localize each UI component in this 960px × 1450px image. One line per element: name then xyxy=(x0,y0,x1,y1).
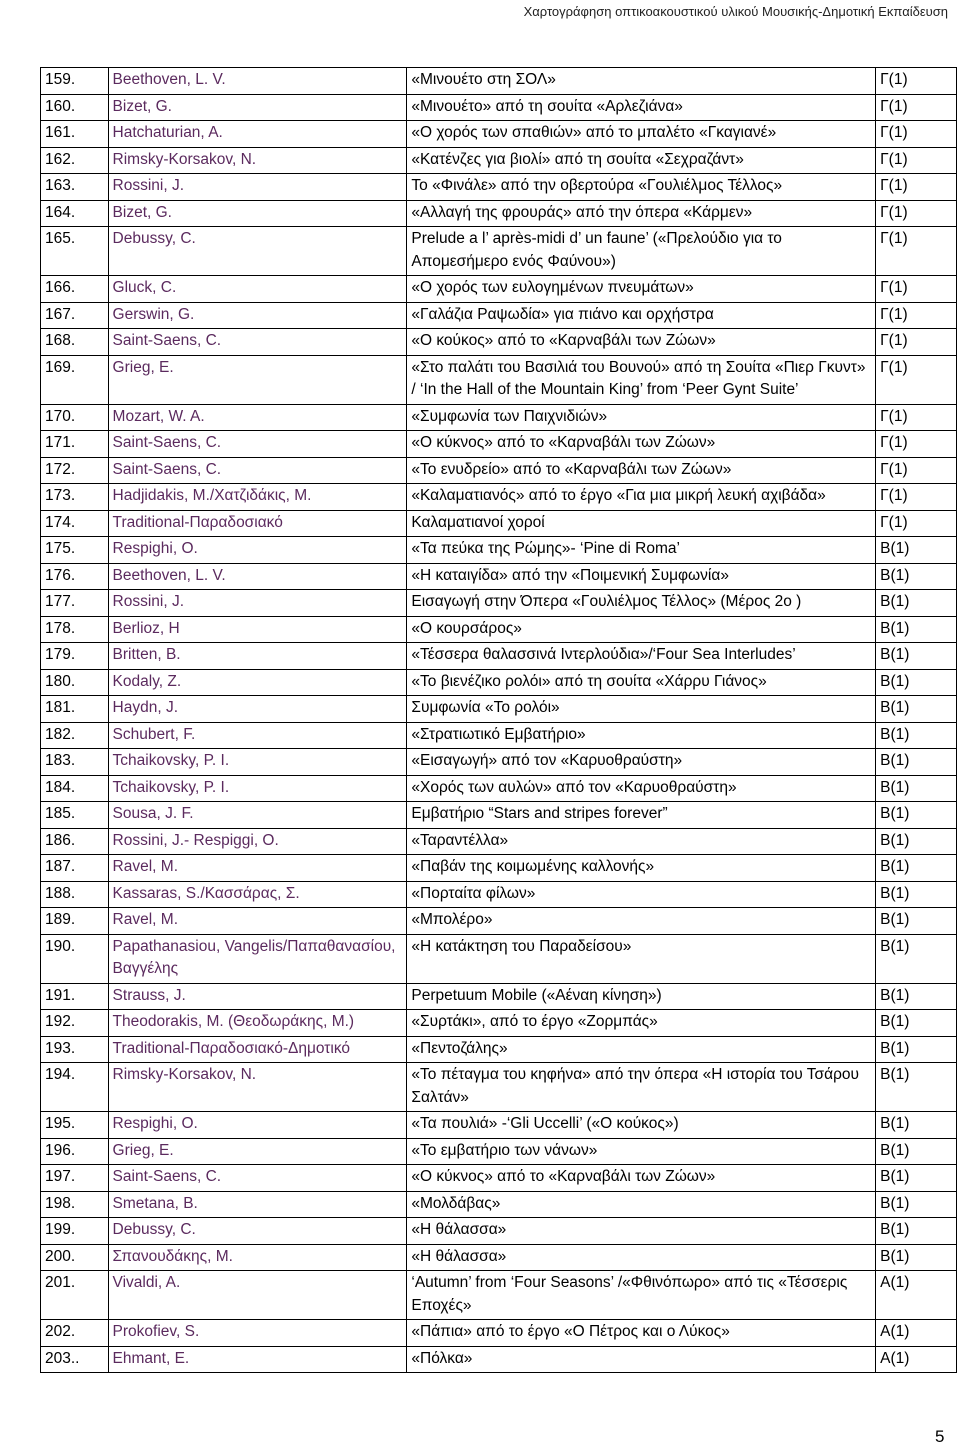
work-title-cell: «Η κατάκτηση του Παραδείσου» xyxy=(407,934,876,983)
work-title-cell: «Η θάλασσα» xyxy=(407,1218,876,1245)
grade-cell: Β(1) xyxy=(876,908,957,935)
grade-cell: Β(1) xyxy=(876,696,957,723)
table-row xyxy=(41,616,957,643)
composer-cell: Kassaras, S./Κασσάρας, Σ. xyxy=(108,881,407,908)
composer-cell: Debussy, C. xyxy=(108,1218,407,1245)
grade-cell: Β(1) xyxy=(876,722,957,749)
work-title-cell: «Συρτάκι», από το έργο «Ζορμπάς» xyxy=(407,1010,876,1037)
row-number: 199. xyxy=(41,1218,109,1245)
composer-cell: Grieg, E. xyxy=(108,1138,407,1165)
composer-cell: Britten, B. xyxy=(108,643,407,670)
row-number: 167. xyxy=(41,302,109,329)
work-title-cell: «Κατένζες για βιολί» από τη σουίτα «Σεχραζάντ» xyxy=(407,147,876,174)
work-title-cell: «Το ενυδρείο» από το «Καρναβάλι των Ζώων» xyxy=(407,457,876,484)
row-number: 184. xyxy=(41,775,109,802)
work-title-cell: «Παβάν της κοιμωμένης καλλονής» xyxy=(407,855,876,882)
table-row xyxy=(41,802,957,829)
row-number: 170. xyxy=(41,404,109,431)
composer-cell: Σπανουδάκης, Μ. xyxy=(108,1244,407,1271)
row-number: 192. xyxy=(41,1010,109,1037)
work-title-cell: «Πορταίτα φίλων» xyxy=(407,881,876,908)
grade-cell: Γ(1) xyxy=(876,174,957,201)
grade-cell: Γ(1) xyxy=(876,200,957,227)
table-row xyxy=(41,775,957,802)
work-title-cell: «Μινουέτο στη ΣΟΛ» xyxy=(407,68,876,95)
work-title-cell: Prelude a l’ après-midi d’ un faune’ («Πρελούδιο για το Απομεσήμερο ενός Φαύνου») xyxy=(407,227,876,276)
composer-cell: Rimsky-Korsakov, N. xyxy=(108,1063,407,1112)
row-number: 175. xyxy=(41,537,109,564)
table-row xyxy=(41,908,957,935)
row-number: 169. xyxy=(41,355,109,404)
grade-cell: Β(1) xyxy=(876,1112,957,1139)
grade-cell: Β(1) xyxy=(876,1244,957,1271)
row-number: 161. xyxy=(41,121,109,148)
table-row xyxy=(41,749,957,776)
composer-cell: Prokofiev, S. xyxy=(108,1320,407,1347)
page-number: 5 xyxy=(935,1427,945,1446)
composer-cell: Hadjidakis, M./Χατζιδάκις, Μ. xyxy=(108,484,407,511)
row-number: 195. xyxy=(41,1112,109,1139)
table-row xyxy=(41,1271,957,1320)
row-number: 186. xyxy=(41,828,109,855)
grade-cell: Γ(1) xyxy=(876,227,957,276)
grade-cell: Β(1) xyxy=(876,934,957,983)
work-title-cell: «Το πέταγμα του κηφήνα» από την όπερα «Η ιστορία του Τσάρου Σαλτάν» xyxy=(407,1063,876,1112)
row-number: 177. xyxy=(41,590,109,617)
work-title-cell: «Το εμβατήριο των νάνων» xyxy=(407,1138,876,1165)
work-title-cell: «Ο κούκος» από το «Καρναβάλι των Ζώων» xyxy=(407,329,876,356)
row-number: 190. xyxy=(41,934,109,983)
row-number: 168. xyxy=(41,329,109,356)
row-number: 176. xyxy=(41,563,109,590)
table-body xyxy=(41,68,957,1373)
grade-cell: Β(1) xyxy=(876,563,957,590)
grade-cell: Γ(1) xyxy=(876,355,957,404)
work-title-cell: «Στο παλάτι του Βασιλιά του Βουνού» από τη Σουίτα «Πιερ Γκυντ» / ‘In the Hall of the Mountain King’ from ‘Peer Gynt Suite’ xyxy=(407,355,876,404)
row-number: 179. xyxy=(41,643,109,670)
work-title-cell: «Καλαματιανός» από το έργο «Για μια μικρή λευκή αχιβάδα» xyxy=(407,484,876,511)
grade-cell: Α(1) xyxy=(876,1271,957,1320)
composer-cell: Traditional-Παραδοσιακό-Δημοτικό xyxy=(108,1036,407,1063)
work-title-cell: «Συμφωνία των Παιχνιδιών» xyxy=(407,404,876,431)
grade-cell: Γ(1) xyxy=(876,404,957,431)
page-header-title: Χαρτογράφηση οπτικοακουστικού υλικού Μουσικής-Δημοτική Εκπαίδευση xyxy=(523,4,948,19)
work-title-cell: ‘Autumn’ from ‘Four Seasons’ /«Φθινόπωρο» από τις «Τέσσερις Εποχές» xyxy=(407,1271,876,1320)
row-number: 181. xyxy=(41,696,109,723)
work-title-cell: «Ταραντέλλα» xyxy=(407,828,876,855)
composer-cell: Gerswin, G. xyxy=(108,302,407,329)
work-title-cell: «Ο κύκνος» από το «Καρναβάλι των Ζώων» xyxy=(407,431,876,458)
composer-cell: Tchaikovsky, P. I. xyxy=(108,775,407,802)
composer-cell: Respighi, O. xyxy=(108,537,407,564)
work-title-cell: «Η καταιγίδα» από την «Ποιμενική Συμφωνία» xyxy=(407,563,876,590)
grade-cell: Γ(1) xyxy=(876,121,957,148)
table-row xyxy=(41,1036,957,1063)
table-row xyxy=(41,94,957,121)
table-row xyxy=(41,1218,957,1245)
row-number: 164. xyxy=(41,200,109,227)
row-number: 185. xyxy=(41,802,109,829)
grade-cell: Β(1) xyxy=(876,1036,957,1063)
work-title-cell: «Μπολέρο» xyxy=(407,908,876,935)
table-row xyxy=(41,643,957,670)
grade-cell: Β(1) xyxy=(876,643,957,670)
composer-cell: Saint-Saens, C. xyxy=(108,457,407,484)
composer-cell: Schubert, F. xyxy=(108,722,407,749)
work-title-cell: «Ο χορός των ευλογημένων πνευμάτων» xyxy=(407,276,876,303)
composer-cell: Kodaly, Z. xyxy=(108,669,407,696)
row-number: 171. xyxy=(41,431,109,458)
table-row xyxy=(41,457,957,484)
composer-cell: Vivaldi, A. xyxy=(108,1271,407,1320)
composer-cell: Papathanasiou, Vangelis/Παπαθανασίου, Βαγγέλης xyxy=(108,934,407,983)
table-row xyxy=(41,404,957,431)
composer-cell: Gluck, C. xyxy=(108,276,407,303)
table-row xyxy=(41,590,957,617)
work-title-cell: Εισαγωγή στην Όπερα «Γουλιέλμος Τέλλος» (Μέρος 2ο ) xyxy=(407,590,876,617)
table-row xyxy=(41,1165,957,1192)
table-row xyxy=(41,121,957,148)
composer-cell: Beethoven, L. V. xyxy=(108,563,407,590)
work-title-cell: «Ο κουρσάρος» xyxy=(407,616,876,643)
composer-cell: Ravel, M. xyxy=(108,855,407,882)
grade-cell: Β(1) xyxy=(876,749,957,776)
row-number: 162. xyxy=(41,147,109,174)
composer-cell: Bizet, G. xyxy=(108,94,407,121)
table-row xyxy=(41,200,957,227)
table-row xyxy=(41,828,957,855)
row-number: 193. xyxy=(41,1036,109,1063)
grade-cell: Β(1) xyxy=(876,1010,957,1037)
table-row xyxy=(41,1063,957,1112)
work-title-cell: «Τα πουλιά» -‘Gli Uccelli’ («Ο κούκος») xyxy=(407,1112,876,1139)
table-row xyxy=(41,302,957,329)
row-number: 203.. xyxy=(41,1346,109,1373)
row-number: 160. xyxy=(41,94,109,121)
grade-cell: Β(1) xyxy=(876,1138,957,1165)
grade-cell: Β(1) xyxy=(876,1063,957,1112)
row-number: 198. xyxy=(41,1191,109,1218)
table-row xyxy=(41,510,957,537)
composer-cell: Ehmant, E. xyxy=(108,1346,407,1373)
grade-cell: Γ(1) xyxy=(876,94,957,121)
grade-cell: Β(1) xyxy=(876,537,957,564)
table-row xyxy=(41,1346,957,1373)
composer-cell: Grieg, E. xyxy=(108,355,407,404)
work-title-cell: «Τα πεύκα της Ρώμης»- ‘Pine di Roma’ xyxy=(407,537,876,564)
table-row xyxy=(41,1138,957,1165)
row-number: 163. xyxy=(41,174,109,201)
work-title-cell: «Πόλκα» xyxy=(407,1346,876,1373)
work-title-cell: «Γαλάζια Ραψωδία» για πιάνο και ορχήστρα xyxy=(407,302,876,329)
row-number: 166. xyxy=(41,276,109,303)
table-row xyxy=(41,881,957,908)
composer-cell: Rossini, J. xyxy=(108,590,407,617)
table-row xyxy=(41,855,957,882)
table-row xyxy=(41,276,957,303)
grade-cell: Γ(1) xyxy=(876,68,957,95)
work-title-cell: Το «Φινάλε» από την οβερτούρα «Γουλιέλμος Τέλλος» xyxy=(407,174,876,201)
table-row xyxy=(41,934,957,983)
grade-cell: Γ(1) xyxy=(876,457,957,484)
work-title-cell: Perpetuum Mobile («Αέναη κίνηση») xyxy=(407,983,876,1010)
row-number: 187. xyxy=(41,855,109,882)
row-number: 191. xyxy=(41,983,109,1010)
table-row xyxy=(41,1010,957,1037)
work-title-cell: «Αλλαγή της φρουράς» από την όπερα «Κάρμεν» xyxy=(407,200,876,227)
composer-cell: Rossini, J. xyxy=(108,174,407,201)
grade-cell: Β(1) xyxy=(876,669,957,696)
row-number: 173. xyxy=(41,484,109,511)
composer-cell: Debussy, C. xyxy=(108,227,407,276)
composer-cell: Beethoven, L. V. xyxy=(108,68,407,95)
table-row xyxy=(41,983,957,1010)
grade-cell: Β(1) xyxy=(876,616,957,643)
work-title-cell: «Μολδάβας» xyxy=(407,1191,876,1218)
table-row xyxy=(41,563,957,590)
composer-cell: Ravel, M. xyxy=(108,908,407,935)
row-number: 182. xyxy=(41,722,109,749)
row-number: 202. xyxy=(41,1320,109,1347)
table-row xyxy=(41,1191,957,1218)
grade-cell: Β(1) xyxy=(876,590,957,617)
table-row xyxy=(41,1244,957,1271)
table-row xyxy=(41,227,957,276)
grade-cell: Γ(1) xyxy=(876,147,957,174)
composer-cell: Respighi, O. xyxy=(108,1112,407,1139)
grade-cell: Γ(1) xyxy=(876,431,957,458)
grade-cell: Β(1) xyxy=(876,1191,957,1218)
grade-cell: Β(1) xyxy=(876,828,957,855)
row-number: 188. xyxy=(41,881,109,908)
row-number: 183. xyxy=(41,749,109,776)
row-number: 172. xyxy=(41,457,109,484)
grade-cell: Β(1) xyxy=(876,1218,957,1245)
composer-cell: Bizet, G. xyxy=(108,200,407,227)
table-row xyxy=(41,537,957,564)
composer-cell: Saint-Saens, C. xyxy=(108,1165,407,1192)
table-row xyxy=(41,1320,957,1347)
composer-cell: Theodorakis, M. (Θεοδωράκης, Μ.) xyxy=(108,1010,407,1037)
row-number: 201. xyxy=(41,1271,109,1320)
work-title-cell: «Ο χορός των σπαθιών» από το μπαλέτο «Γκαγιανέ» xyxy=(407,121,876,148)
composer-cell: Saint-Saens, C. xyxy=(108,329,407,356)
work-title-cell: «Το βιενέζικο ρολόι» από τη σουίτα «Χάρρυ Γιάνος» xyxy=(407,669,876,696)
row-number: 189. xyxy=(41,908,109,935)
row-number: 196. xyxy=(41,1138,109,1165)
table-row xyxy=(41,669,957,696)
work-title-cell: Καλαματιανοί χοροί xyxy=(407,510,876,537)
table-row xyxy=(41,355,957,404)
table-row xyxy=(41,68,957,95)
work-title-cell: Συμφωνία «Το ρολόι» xyxy=(407,696,876,723)
composer-cell: Mozart, W. A. xyxy=(108,404,407,431)
work-title-cell: «Στρατιωτικό Εμβατήριο» xyxy=(407,722,876,749)
work-title-cell: «Εισαγωγή» από τον «Καρυοθραύστη» xyxy=(407,749,876,776)
composer-cell: Saint-Saens, C. xyxy=(108,431,407,458)
row-number: 194. xyxy=(41,1063,109,1112)
grade-cell: Α(1) xyxy=(876,1320,957,1347)
table-row xyxy=(41,722,957,749)
work-title-cell: «Πεντοζάλης» xyxy=(407,1036,876,1063)
work-title-cell: «Μινουέτο» από τη σουίτα «Αρλεζιάνα» xyxy=(407,94,876,121)
row-number: 178. xyxy=(41,616,109,643)
table-row xyxy=(41,147,957,174)
grade-cell: Γ(1) xyxy=(876,510,957,537)
row-number: 200. xyxy=(41,1244,109,1271)
row-number: 174. xyxy=(41,510,109,537)
composer-cell: Strauss, J. xyxy=(108,983,407,1010)
row-number: 165. xyxy=(41,227,109,276)
composer-cell: Tchaikovsky, P. I. xyxy=(108,749,407,776)
table-row xyxy=(41,431,957,458)
work-title-cell: «Τέσσερα θαλασσινά Ιντερλούδια»/‘Four Sea Interludes’ xyxy=(407,643,876,670)
composer-cell: Rimsky-Korsakov, N. xyxy=(108,147,407,174)
composer-cell: Rossini, J.- Respiggi, O. xyxy=(108,828,407,855)
work-title-cell: «Χορός των αυλών» από τον «Καρυοθραύστη» xyxy=(407,775,876,802)
table-row xyxy=(41,1112,957,1139)
grade-cell: Γ(1) xyxy=(876,276,957,303)
composer-cell: Hatchaturian, A. xyxy=(108,121,407,148)
work-title-cell: Εμβατήριο “Stars and stripes forever” xyxy=(407,802,876,829)
grade-cell: Β(1) xyxy=(876,983,957,1010)
table-row xyxy=(41,484,957,511)
grade-cell: Β(1) xyxy=(876,775,957,802)
grade-cell: Γ(1) xyxy=(876,302,957,329)
table-row xyxy=(41,329,957,356)
grade-cell: Β(1) xyxy=(876,1165,957,1192)
composer-cell: Haydn, J. xyxy=(108,696,407,723)
work-title-cell: «Ο κύκνος» από το «Καρναβάλι των Ζώων» xyxy=(407,1165,876,1192)
grade-cell: Β(1) xyxy=(876,881,957,908)
table-row xyxy=(41,696,957,723)
grade-cell: Γ(1) xyxy=(876,329,957,356)
work-title-cell: «Η θάλασσα» xyxy=(407,1244,876,1271)
row-number: 159. xyxy=(41,68,109,95)
grade-cell: Α(1) xyxy=(876,1346,957,1373)
repertoire-table xyxy=(40,67,957,1373)
grade-cell: Β(1) xyxy=(876,855,957,882)
table-row xyxy=(41,174,957,201)
composer-cell: Berlioz, H xyxy=(108,616,407,643)
work-title-cell: «Πάπια» από το έργο «Ο Πέτρος και ο Λύκος» xyxy=(407,1320,876,1347)
grade-cell: Γ(1) xyxy=(876,484,957,511)
composer-cell: Sousa, J. F. xyxy=(108,802,407,829)
row-number: 180. xyxy=(41,669,109,696)
row-number: 197. xyxy=(41,1165,109,1192)
composer-cell: Traditional-Παραδοσιακό xyxy=(108,510,407,537)
grade-cell: Β(1) xyxy=(876,802,957,829)
composer-cell: Smetana, B. xyxy=(108,1191,407,1218)
